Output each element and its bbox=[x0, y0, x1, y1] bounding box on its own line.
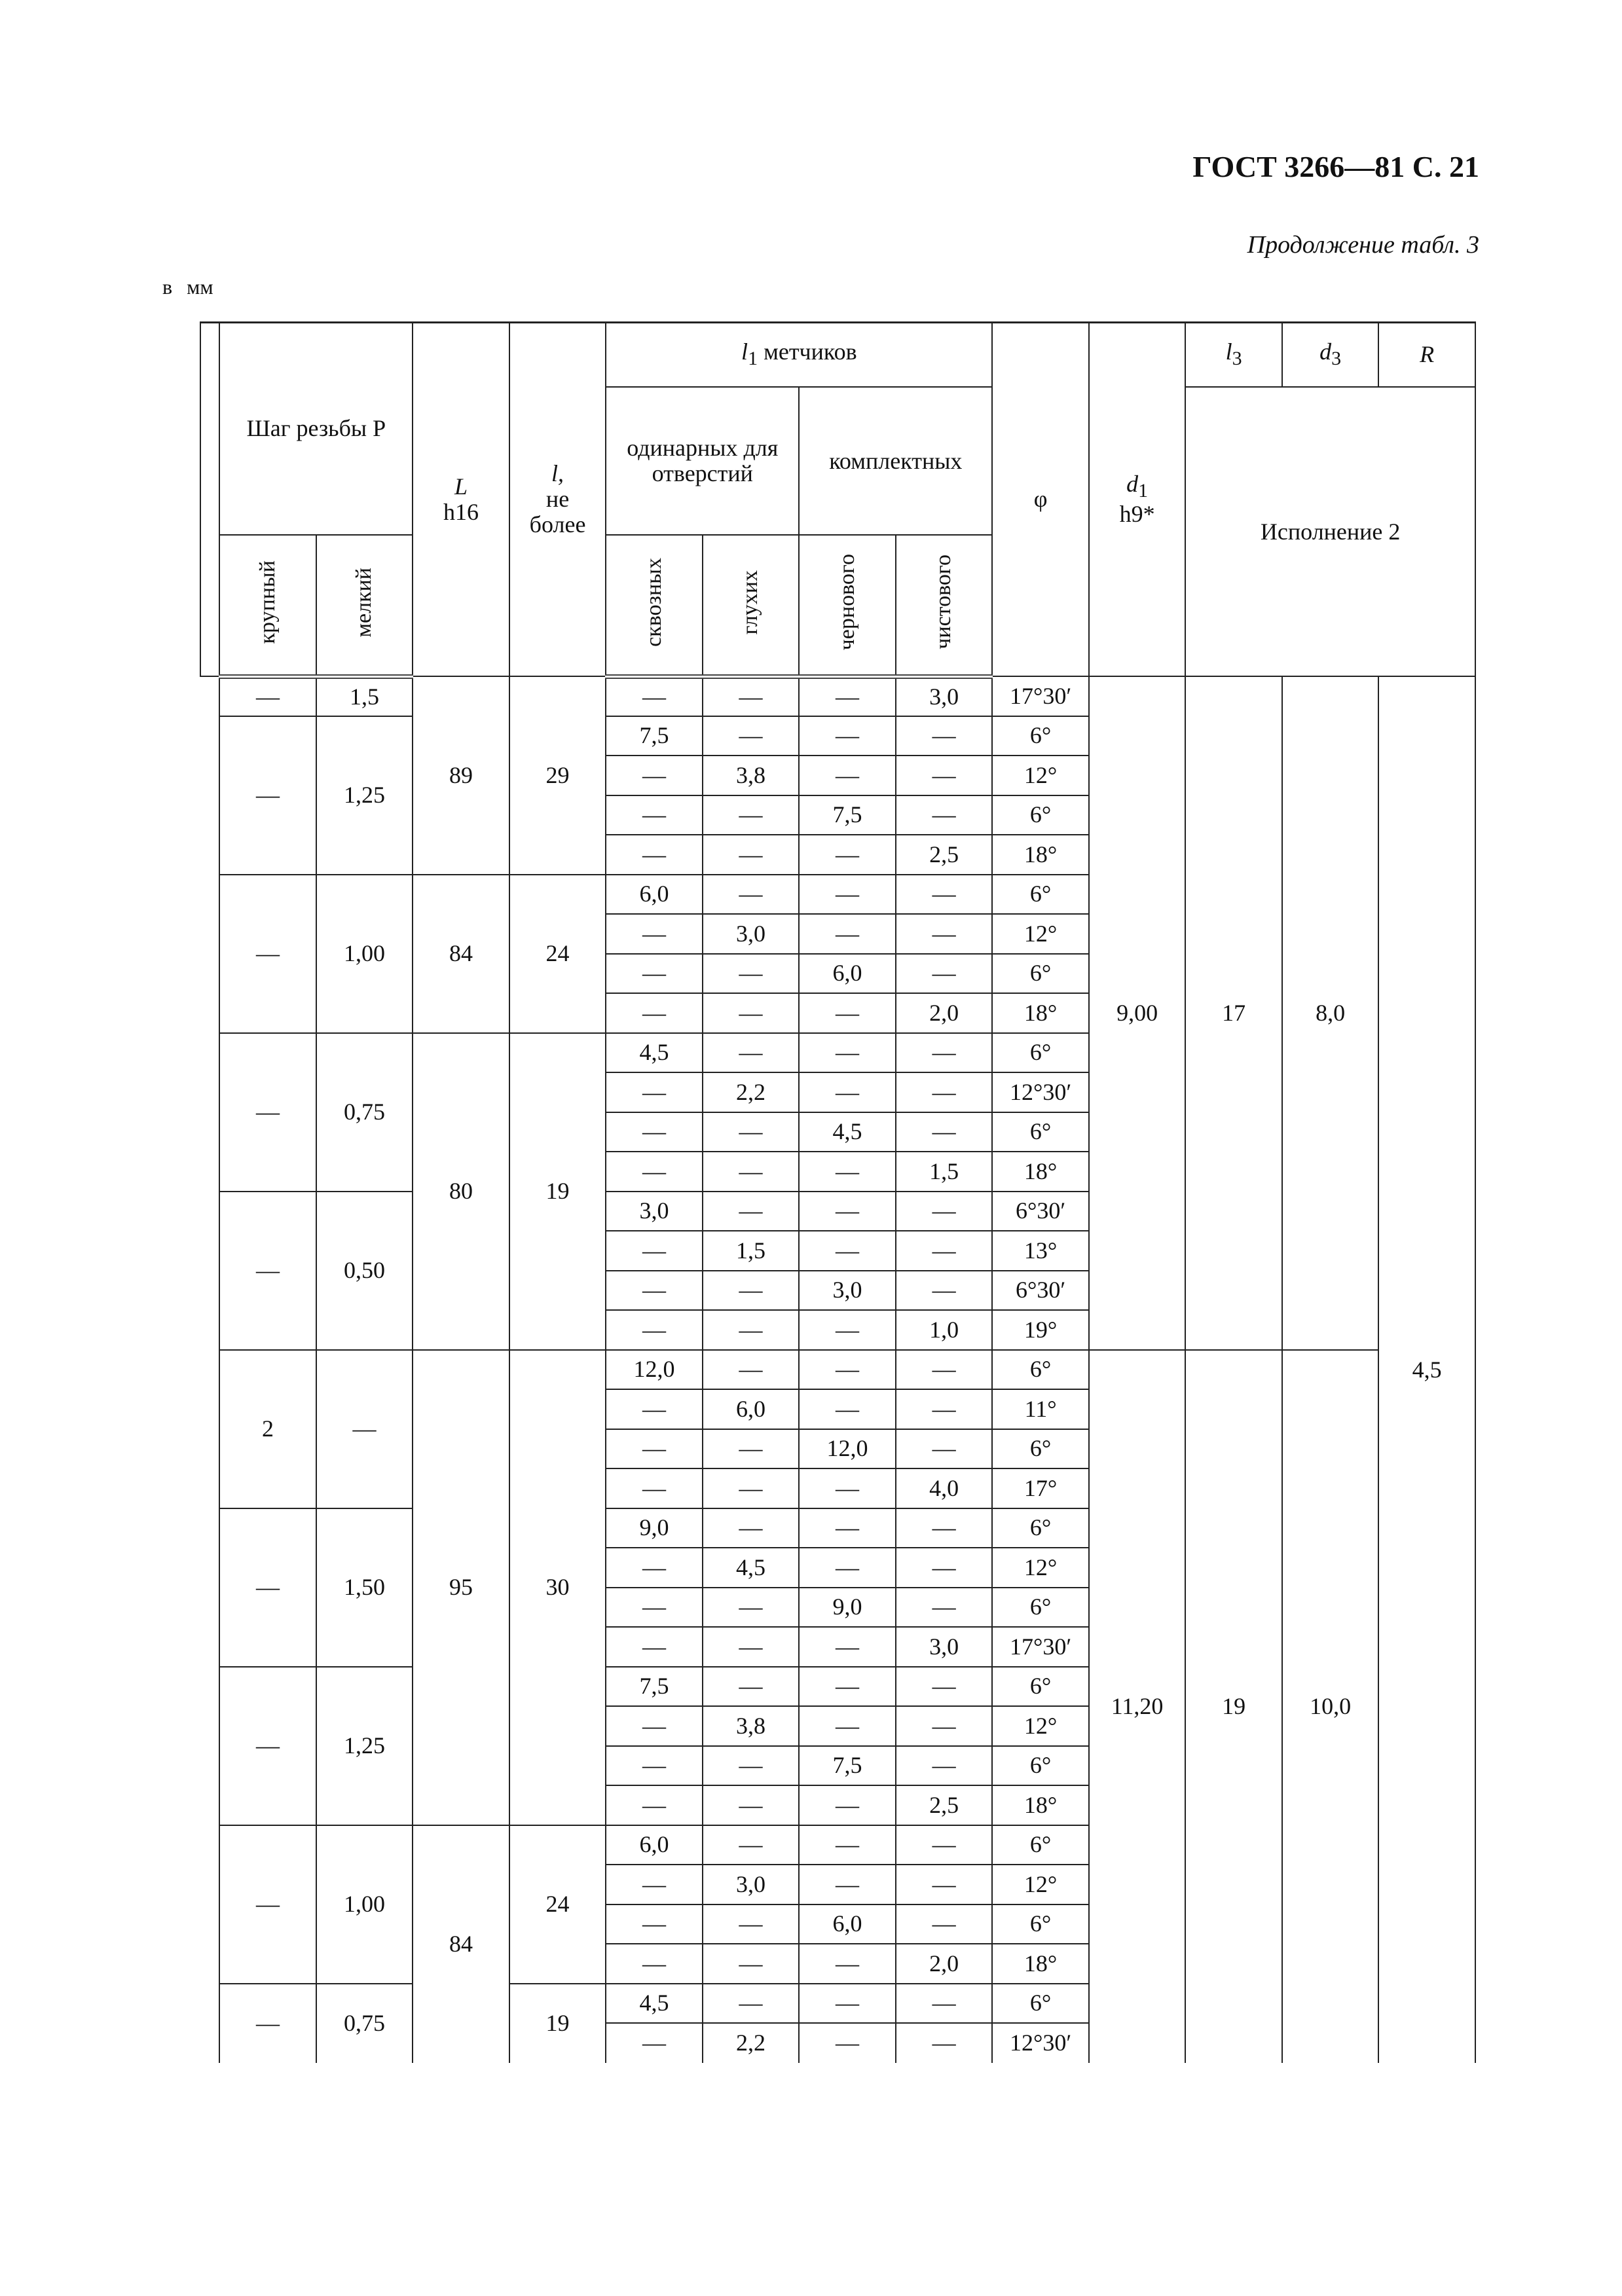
angle-phi: 12° bbox=[992, 914, 1089, 954]
length-L: 84 bbox=[413, 875, 509, 1033]
header-rough: чернового bbox=[799, 535, 896, 676]
angle-phi: 12°30′ bbox=[992, 2023, 1089, 2063]
blind-l1: — bbox=[703, 1271, 800, 1311]
finish-l1: 2,0 bbox=[896, 993, 993, 1033]
radius-R: 4,5 bbox=[1378, 676, 1475, 2063]
pitch-coarse: — bbox=[219, 875, 316, 1033]
angle-phi: 19° bbox=[992, 1310, 1089, 1350]
blind-l1: — bbox=[703, 875, 800, 915]
angle-phi: 6° bbox=[992, 954, 1089, 994]
finish-l1: 3,0 bbox=[896, 1627, 993, 1667]
through-l1: 6,0 bbox=[606, 1825, 703, 1865]
angle-phi: 6°30′ bbox=[992, 1271, 1089, 1311]
pitch-fine: 1,50 bbox=[316, 1508, 413, 1667]
header-blind: глухих bbox=[703, 535, 800, 676]
blind-l1: — bbox=[703, 1627, 800, 1667]
angle-phi: 6° bbox=[992, 1825, 1089, 1865]
rough-l1: — bbox=[799, 1389, 896, 1429]
blind-l1: 3,8 bbox=[703, 756, 800, 795]
finish-l1: — bbox=[896, 1271, 993, 1311]
finish-l1: — bbox=[896, 1706, 993, 1746]
rough-l1: — bbox=[799, 1231, 896, 1271]
pitch-coarse: 2 bbox=[219, 1350, 316, 1508]
angle-phi: 6°30′ bbox=[992, 1192, 1089, 1231]
header-coarse: крупный bbox=[219, 535, 316, 676]
length-l: 24 bbox=[509, 1825, 606, 1984]
angle-phi: 6° bbox=[992, 1112, 1089, 1152]
pitch-fine: — bbox=[316, 1350, 413, 1508]
finish-l1: — bbox=[896, 756, 993, 795]
angle-phi: 18° bbox=[992, 993, 1089, 1033]
finish-l1: — bbox=[896, 1231, 993, 1271]
blind-l1: — bbox=[703, 1429, 800, 1469]
blind-l1: — bbox=[703, 1785, 800, 1825]
pitch-coarse: — bbox=[219, 1033, 316, 1192]
pitch-coarse: — bbox=[219, 1825, 316, 1984]
through-l1: — bbox=[606, 1865, 703, 1904]
diameter-d1: 11,20 bbox=[1089, 1350, 1186, 2063]
through-l1: — bbox=[606, 795, 703, 835]
through-l1: 3,0 bbox=[606, 1192, 703, 1231]
angle-phi: 6° bbox=[992, 875, 1089, 915]
through-l1: 7,5 bbox=[606, 716, 703, 756]
diameter-d1: 9,00 bbox=[1089, 676, 1186, 1350]
finish-l1: — bbox=[896, 1865, 993, 1904]
through-l1: — bbox=[606, 1152, 703, 1192]
page-header-title: ГОСТ 3266—81 С. 21 bbox=[1192, 150, 1479, 183]
blind-l1: 2,2 bbox=[703, 1072, 800, 1112]
angle-phi: 17° bbox=[992, 1468, 1089, 1508]
rough-l1: 7,5 bbox=[799, 795, 896, 835]
finish-l1: 4,0 bbox=[896, 1468, 993, 1508]
angle-phi: 6° bbox=[992, 1033, 1089, 1073]
pitch-coarse: — bbox=[219, 716, 316, 875]
header-l3: $l_3$ bbox=[1185, 323, 1282, 387]
blind-l1: 4,5 bbox=[703, 1548, 800, 1588]
rough-l1: 4,5 bbox=[799, 1112, 896, 1152]
blind-l1: — bbox=[703, 835, 800, 875]
header-l1-taps: $l_1$ метчиков bbox=[606, 323, 992, 387]
blind-l1: — bbox=[703, 1033, 800, 1073]
rough-l1: — bbox=[799, 1350, 896, 1390]
through-l1: — bbox=[606, 1627, 703, 1667]
blind-l1: — bbox=[703, 1350, 800, 1390]
rough-l1: — bbox=[799, 1667, 896, 1707]
finish-l1: — bbox=[896, 1389, 993, 1429]
header-fine: мелкий bbox=[316, 535, 413, 676]
finish-l1: 2,5 bbox=[896, 835, 993, 875]
through-l1: — bbox=[606, 756, 703, 795]
pitch-fine: 0,75 bbox=[316, 1984, 413, 2063]
blind-l1: — bbox=[703, 1588, 800, 1628]
finish-l1: — bbox=[896, 1033, 993, 1073]
pitch-coarse: — bbox=[219, 1192, 316, 1350]
through-l1: 12,0 bbox=[606, 1350, 703, 1390]
blind-l1: — bbox=[703, 676, 800, 716]
through-l1: — bbox=[606, 1706, 703, 1746]
finish-l1: 1,5 bbox=[896, 1152, 993, 1192]
finish-l1: — bbox=[896, 1350, 993, 1390]
rough-l1: — bbox=[799, 1706, 896, 1746]
rough-l1: — bbox=[799, 1627, 896, 1667]
blind-l1: — bbox=[703, 1310, 800, 1350]
pitch-fine: 1,00 bbox=[316, 1825, 413, 1984]
pitch-fine: 1,5 bbox=[316, 676, 413, 716]
through-l1: — bbox=[606, 1231, 703, 1271]
blind-l1: — bbox=[703, 1508, 800, 1548]
rough-l1: — bbox=[799, 676, 896, 716]
through-l1: — bbox=[606, 1468, 703, 1508]
header-pitch: Шаг резьбы P bbox=[219, 323, 413, 535]
length-L: 80 bbox=[413, 1033, 509, 1350]
pitch-fine: 1,00 bbox=[316, 875, 413, 1033]
pitch-coarse: — bbox=[219, 676, 316, 716]
length-l3: 17 bbox=[1185, 676, 1282, 1350]
diameter-d3: 8,0 bbox=[1282, 676, 1379, 1350]
units-label: в мм bbox=[162, 275, 213, 299]
angle-phi: 17°30′ bbox=[992, 676, 1089, 716]
finish-l1: — bbox=[896, 2023, 993, 2063]
through-l1: — bbox=[606, 676, 703, 716]
rough-l1: — bbox=[799, 1152, 896, 1192]
table-row bbox=[200, 676, 1475, 716]
through-l1: — bbox=[606, 1548, 703, 1588]
through-l1: — bbox=[606, 1072, 703, 1112]
through-l1: 9,0 bbox=[606, 1508, 703, 1548]
rough-l1: 9,0 bbox=[799, 1588, 896, 1628]
rough-l1: — bbox=[799, 716, 896, 756]
finish-l1: — bbox=[896, 1508, 993, 1548]
finish-l1: — bbox=[896, 1548, 993, 1588]
angle-phi: 12° bbox=[992, 1865, 1089, 1904]
rough-l1: 12,0 bbox=[799, 1429, 896, 1469]
blind-l1: — bbox=[703, 1904, 800, 1944]
angle-phi: 6° bbox=[992, 1984, 1089, 2024]
through-l1: — bbox=[606, 1588, 703, 1628]
length-l3: 19 bbox=[1185, 1350, 1282, 2063]
finish-l1: — bbox=[896, 954, 993, 994]
rough-l1: — bbox=[799, 1033, 896, 1073]
blind-l1: 1,5 bbox=[703, 1231, 800, 1271]
angle-phi: 18° bbox=[992, 1785, 1089, 1825]
length-l: 24 bbox=[509, 875, 606, 1033]
blind-l1: 3,8 bbox=[703, 1706, 800, 1746]
through-l1: — bbox=[606, 954, 703, 994]
pitch-fine: 0,75 bbox=[316, 1033, 413, 1192]
table-row bbox=[200, 1350, 1475, 1390]
angle-phi: 6° bbox=[992, 1588, 1089, 1628]
rough-l1: — bbox=[799, 1548, 896, 1588]
rough-l1: 6,0 bbox=[799, 954, 896, 994]
through-l1: — bbox=[606, 914, 703, 954]
angle-phi: 6° bbox=[992, 1350, 1089, 1390]
pitch-fine: 1,25 bbox=[316, 1667, 413, 1825]
angle-phi: 12° bbox=[992, 1548, 1089, 1588]
rough-l1: — bbox=[799, 2023, 896, 2063]
through-l1: 4,5 bbox=[606, 1984, 703, 2024]
pitch-coarse: — bbox=[219, 1508, 316, 1667]
through-l1: — bbox=[606, 1746, 703, 1786]
through-l1: — bbox=[606, 993, 703, 1033]
rough-l1: — bbox=[799, 1825, 896, 1865]
header-d1: $d_1$ h9* bbox=[1089, 323, 1186, 676]
finish-l1: — bbox=[896, 875, 993, 915]
blind-l1: — bbox=[703, 716, 800, 756]
left-margin-column bbox=[200, 323, 219, 676]
rough-l1: 7,5 bbox=[799, 1746, 896, 1786]
pitch-coarse: — bbox=[219, 1984, 316, 2063]
angle-phi: 6° bbox=[992, 716, 1089, 756]
through-l1: — bbox=[606, 835, 703, 875]
through-l1: — bbox=[606, 1904, 703, 1944]
finish-l1: 2,5 bbox=[896, 1785, 993, 1825]
finish-l1: — bbox=[896, 914, 993, 954]
pitch-coarse: — bbox=[219, 1667, 316, 1825]
finish-l1: 1,0 bbox=[896, 1310, 993, 1350]
angle-phi: 17°30′ bbox=[992, 1627, 1089, 1667]
finish-l1: — bbox=[896, 1984, 993, 2024]
angle-phi: 6° bbox=[992, 1508, 1089, 1548]
finish-l1: — bbox=[896, 1112, 993, 1152]
angle-phi: 12° bbox=[992, 756, 1089, 795]
header-single-taps: одинарных для отверстий bbox=[606, 387, 799, 535]
rough-l1: — bbox=[799, 1865, 896, 1904]
left-margin-cell bbox=[200, 676, 219, 2063]
finish-l1: — bbox=[896, 1746, 993, 1786]
blind-l1: — bbox=[703, 1152, 800, 1192]
header-finish: чистового bbox=[896, 535, 993, 676]
blind-l1: 3,0 bbox=[703, 914, 800, 954]
finish-l1: 3,0 bbox=[896, 676, 993, 716]
blind-l1: 3,0 bbox=[703, 1865, 800, 1904]
rough-l1: — bbox=[799, 993, 896, 1033]
finish-l1: — bbox=[896, 795, 993, 835]
blind-l1: — bbox=[703, 1944, 800, 1984]
through-l1: — bbox=[606, 1271, 703, 1311]
angle-phi: 12°30′ bbox=[992, 1072, 1089, 1112]
length-l: 19 bbox=[509, 1984, 606, 2063]
diameter-d3: 10,0 bbox=[1282, 1350, 1379, 2063]
angle-phi: 6° bbox=[992, 1429, 1089, 1469]
blind-l1: — bbox=[703, 795, 800, 835]
through-l1: — bbox=[606, 1785, 703, 1825]
angle-phi: 6° bbox=[992, 1746, 1089, 1786]
header-through: сквозных bbox=[606, 535, 703, 676]
rough-l1: — bbox=[799, 756, 896, 795]
rough-l1: — bbox=[799, 1508, 896, 1548]
thread-tap-table bbox=[200, 323, 1476, 2063]
through-l1: — bbox=[606, 1112, 703, 1152]
through-l1: — bbox=[606, 1389, 703, 1429]
header-L: L h16 bbox=[413, 323, 509, 676]
length-L: 84 bbox=[413, 1825, 509, 2063]
angle-phi: 18° bbox=[992, 835, 1089, 875]
table-body bbox=[200, 676, 1475, 2063]
through-l1: — bbox=[606, 1429, 703, 1469]
angle-phi: 18° bbox=[992, 1152, 1089, 1192]
angle-phi: 6° bbox=[992, 1904, 1089, 1944]
finish-l1: — bbox=[896, 716, 993, 756]
length-l: 30 bbox=[509, 1350, 606, 1825]
blind-l1: — bbox=[703, 1984, 800, 2024]
through-l1: — bbox=[606, 2023, 703, 2063]
rough-l1: — bbox=[799, 1072, 896, 1112]
finish-l1: — bbox=[896, 1072, 993, 1112]
pitch-fine: 1,25 bbox=[316, 716, 413, 875]
through-l1: 7,5 bbox=[606, 1667, 703, 1707]
rough-l1: — bbox=[799, 1310, 896, 1350]
blind-l1: — bbox=[703, 1825, 800, 1865]
finish-l1: — bbox=[896, 1429, 993, 1469]
blind-l1: — bbox=[703, 1667, 800, 1707]
finish-l1: — bbox=[896, 1192, 993, 1231]
rough-l1: — bbox=[799, 1984, 896, 2024]
through-l1: 4,5 bbox=[606, 1033, 703, 1073]
finish-l1: — bbox=[896, 1588, 993, 1628]
rough-l1: — bbox=[799, 914, 896, 954]
blind-l1: — bbox=[703, 954, 800, 994]
pitch-fine: 0,50 bbox=[316, 1192, 413, 1350]
rough-l1: — bbox=[799, 1944, 896, 1984]
header-R: R bbox=[1378, 323, 1475, 387]
blind-l1: 6,0 bbox=[703, 1389, 800, 1429]
length-L: 89 bbox=[413, 676, 509, 875]
rough-l1: — bbox=[799, 835, 896, 875]
angle-phi: 18° bbox=[992, 1944, 1089, 1984]
finish-l1: 2,0 bbox=[896, 1944, 993, 1984]
finish-l1: — bbox=[896, 1825, 993, 1865]
blind-l1: — bbox=[703, 1468, 800, 1508]
rough-l1: — bbox=[799, 875, 896, 915]
rough-l1: — bbox=[799, 1192, 896, 1231]
angle-phi: 6° bbox=[992, 795, 1089, 835]
rough-l1: 3,0 bbox=[799, 1271, 896, 1311]
length-l: 19 bbox=[509, 1033, 606, 1350]
blind-l1: 2,2 bbox=[703, 2023, 800, 2063]
through-l1: 6,0 bbox=[606, 875, 703, 915]
header-phi: φ bbox=[992, 323, 1089, 676]
blind-l1: — bbox=[703, 1192, 800, 1231]
angle-phi: 12° bbox=[992, 1706, 1089, 1746]
angle-phi: 13° bbox=[992, 1231, 1089, 1271]
rough-l1: — bbox=[799, 1468, 896, 1508]
rough-l1: 6,0 bbox=[799, 1904, 896, 1944]
length-l: 29 bbox=[509, 676, 606, 875]
blind-l1: — bbox=[703, 1112, 800, 1152]
table-continuation-label: Продолжение табл. 3 bbox=[1247, 231, 1479, 259]
finish-l1: — bbox=[896, 1667, 993, 1707]
length-L: 95 bbox=[413, 1350, 509, 1825]
through-l1: — bbox=[606, 1310, 703, 1350]
header-execution-2: Исполнение 2 bbox=[1185, 387, 1475, 676]
angle-phi: 6° bbox=[992, 1667, 1089, 1707]
blind-l1: — bbox=[703, 1746, 800, 1786]
blind-l1: — bbox=[703, 993, 800, 1033]
header-d3: $d_3$ bbox=[1282, 323, 1379, 387]
header-l: l, не более bbox=[509, 323, 606, 676]
through-l1: — bbox=[606, 1944, 703, 1984]
header-complete-taps: комплектных bbox=[799, 387, 992, 535]
rough-l1: — bbox=[799, 1785, 896, 1825]
finish-l1: — bbox=[896, 1904, 993, 1944]
angle-phi: 11° bbox=[992, 1389, 1089, 1429]
